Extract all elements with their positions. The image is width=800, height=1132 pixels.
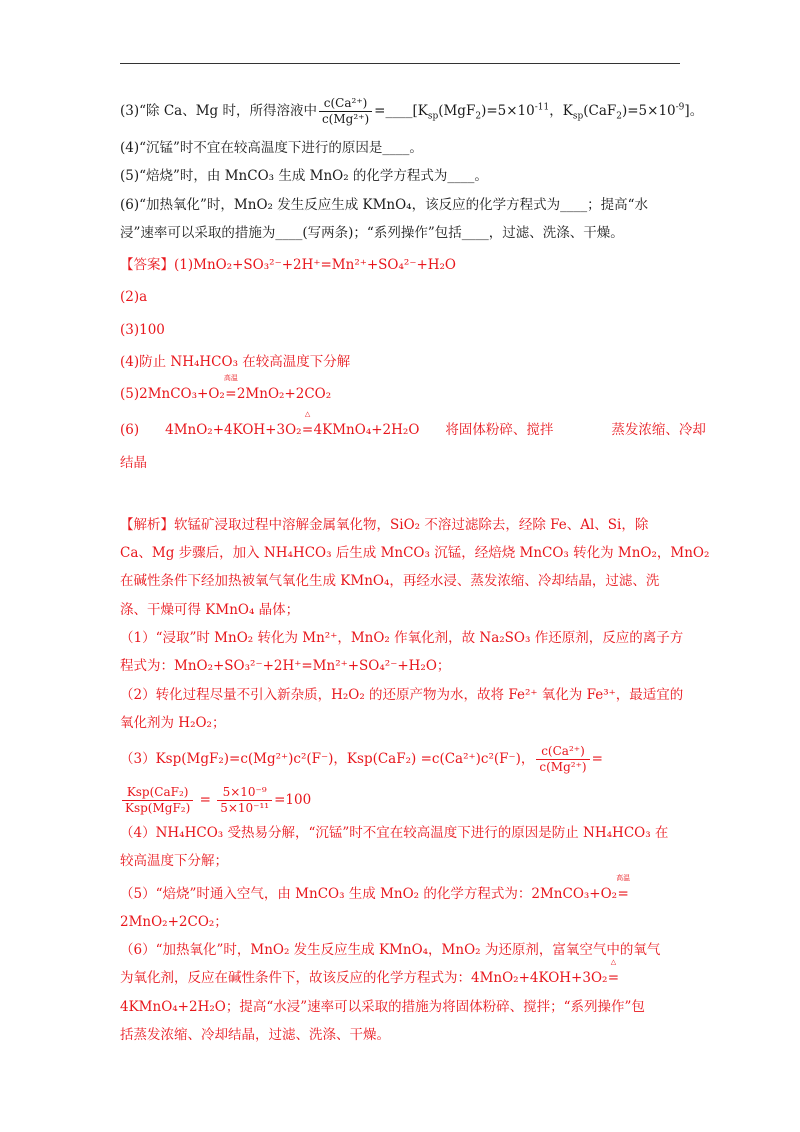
answer-6-cont: 结晶 xyxy=(120,454,147,471)
q3-sub: 2 xyxy=(616,111,622,122)
answer-6-measure: 将固体粉碎、搅拌 xyxy=(445,422,554,439)
condition-text: △ xyxy=(610,958,617,967)
answer-5 xyxy=(120,374,688,405)
analysis-6c: 4KMnO₄+2H₂O；提高“水浸”速率可以采取的措施为将固体粉碎、搅拌；“系列操作”包 xyxy=(120,998,645,1015)
equals-sign: = xyxy=(591,751,603,768)
question-3 xyxy=(120,96,704,127)
ksp-sub: sp xyxy=(427,111,439,122)
analysis-4b: 较高温度下分解； xyxy=(120,853,228,870)
answer-5-right: 2MnO₂+2CO₂ xyxy=(236,386,332,403)
analysis-3-ratio xyxy=(536,744,589,775)
question-6-line1: (6)“加热氧化”时，MnO₂ 发生反应生成 KMnO₄，该反应的化学方程式为____；提高“水 xyxy=(120,196,648,213)
answer-6-right: 4KMnO₄+2H₂O xyxy=(313,422,420,439)
q3-exp: -11 xyxy=(534,102,550,113)
answer-3: (3)100 xyxy=(120,321,165,338)
analysis-intro-3: 在碱性条件下经加热被氧气氧化生成 KMnO₄，再经水浸、蒸发浓缩、冷却结晶，过滤、洗 xyxy=(120,573,660,590)
analysis-5-text: （5）“焙烧”时通入空气，由 MnCO₃ 生成 MnO₂ 的化学方程式为：2MnCO₃+O₂ xyxy=(120,885,618,902)
analysis-4a: （4）NH₄HCO₃ 受热易分解，“沉锰”时不宜在较高温度下进行的原因是防止 NH₄HCO₃ 在 xyxy=(120,825,669,842)
analysis-6-text: 为氧化剂，反应在碱性条件下，故该反应的化学方程式为：4MnO₂+4KOH+3O₂ xyxy=(120,970,608,987)
analysis-3b: $\frac{\text{Ksp(CaF₂)}}{\text{Ksp(MgF₂)}}$ = $\frac{\text{5×10⁻⁹}}{\text{5×10⁻¹¹}}$ =100 xyxy=(120,785,688,816)
analysis-intro-2: Ca、Mg 步骤后，加入 NH₄HCO₃ 后生成 MnCO₃ 沉锰，经焙烧 MnCO₃ 转化为 MnO₂，MnO₂ xyxy=(120,545,710,562)
question-5: (5)“焙烧”时，由 MnCO₃ 生成 MnO₂ 的化学方程式为____。 xyxy=(120,168,488,185)
analysis-intro-4: 涤、干燥可得 KMnO₄ 晶体； xyxy=(120,601,300,618)
analysis-intro-1: 【解析】软锰矿浸取过程中溶解金属氧化物，SiO₂ 不溶过滤除去，经除 Fe、Al、Si，除 xyxy=(120,516,649,533)
q3-blank: =____[K xyxy=(374,103,428,119)
q3-text: (3)“除 Ca、Mg 时，所得溶液中 xyxy=(120,103,317,119)
answer-6-operation: 蒸发浓缩、冷却 xyxy=(611,422,706,439)
value-ratio-fraction xyxy=(217,785,272,816)
answer-1 xyxy=(120,254,688,276)
answer-4: (4)防止 NH₄HCO₃ 在较高温度下分解 xyxy=(120,353,351,370)
condition-heat: △ = xyxy=(302,419,314,441)
answer-tag: 【答案】 xyxy=(120,257,174,274)
q3-mgf: (MgF xyxy=(438,103,476,119)
q3-exp: -9 xyxy=(675,102,685,113)
answer-6 xyxy=(120,410,706,441)
fraction-denominator: 5×10⁻¹¹ xyxy=(220,801,270,816)
q3-end: ]。 xyxy=(684,103,704,119)
condition-high-temp: 高温 = xyxy=(225,383,237,405)
analysis-5a xyxy=(120,873,688,905)
ksp-sub: sp xyxy=(572,111,584,122)
q3-val: )=5×10 xyxy=(481,103,535,119)
condition-text: 高温 xyxy=(616,873,631,882)
document-body xyxy=(120,96,710,1046)
analysis-2a: （2）转化过程尽量不引入新杂质，H₂O₂ 的还原产物为水，故将 Fe²⁺ 氧化为 Fe³⁺，最适宜的 xyxy=(120,686,684,703)
q3-val: )=5×10 xyxy=(621,103,676,119)
q3-sub: 2 xyxy=(475,111,482,122)
condition-heat: △ = xyxy=(607,967,619,989)
answer-1-text: (1)MnO₂+SO₃²⁻+2H⁺=Mn²⁺+SO₄²⁻+H₂O xyxy=(174,257,457,274)
condition-text: △ xyxy=(304,410,311,419)
question-4: (4)“沉锰”时不宜在较高温度下进行的原因是____。 xyxy=(120,140,423,156)
fraction-numerator: c(Ca²⁺) xyxy=(319,96,372,112)
fraction-numerator: Ksp(CaF₂) xyxy=(122,785,193,801)
question-6-line2: 浸”速率可以采取的措施为____(写两条)；“系列操作”包括____，过滤、洗涤、干燥。 xyxy=(120,224,624,241)
analysis-6d: 括蒸发浓缩、冷却结晶，过滤、洗涤、干燥。 xyxy=(120,1026,390,1043)
fraction-numerator: 5×10⁻⁹ xyxy=(217,785,272,801)
analysis-3a xyxy=(120,744,688,775)
q3-caf: (CaF xyxy=(583,103,617,119)
analysis-1a: （1）“浸取”时 MnO₂ 转化为 Mn²⁺，MnO₂ 作氧化剂，故 Na₂SO₃ 作还原剂，反应的离子方 xyxy=(120,629,684,646)
ksp-ratio-fraction xyxy=(122,785,193,816)
header-rule xyxy=(120,63,680,64)
answer-6-left: 4MnO₂+4KOH+3O₂ xyxy=(165,422,302,439)
analysis-6a: （6）“加热氧化”时，MnO₂ 发生反应生成 KMnO₄，MnO₂ 为还原剂，富氧空气中的氧气 xyxy=(120,942,661,959)
fraction-denominator: c(Mg²⁺) xyxy=(321,112,370,126)
condition-text: 高温 xyxy=(223,374,238,383)
analysis-1b: 程式为：MnO₂+SO₃²⁻+2H⁺=Mn²⁺+SO₄²⁻+H₂O； xyxy=(120,658,451,675)
answer-5-left: (5)2MnCO₃+O₂ xyxy=(120,386,225,403)
ratio-result: =100 xyxy=(274,792,312,809)
analysis-3-text: （3）Ksp(MgF₂)=c(Mg²⁺)c²(F⁻)，Ksp(CaF₂) =c(Ca²⁺)c²(F⁻)， xyxy=(120,751,535,768)
fraction-denominator: c(Mg²⁺) xyxy=(539,760,587,775)
q3-k: ，K xyxy=(549,103,573,119)
concentration-ratio-fraction xyxy=(319,96,372,127)
condition-high-temp: 高温 = xyxy=(617,883,629,905)
answer-6-label: (6) xyxy=(120,422,140,439)
answer-2: (2)a xyxy=(120,289,148,306)
analysis-2b: 氧化剂为 H₂O₂； xyxy=(120,714,226,731)
analysis-6b xyxy=(120,958,688,989)
fraction-denominator: Ksp(MgF₂) xyxy=(125,801,191,816)
analysis-5b: 2MnO₂+2CO₂； xyxy=(120,913,228,930)
fraction-numerator: c(Ca²⁺) xyxy=(536,744,589,760)
